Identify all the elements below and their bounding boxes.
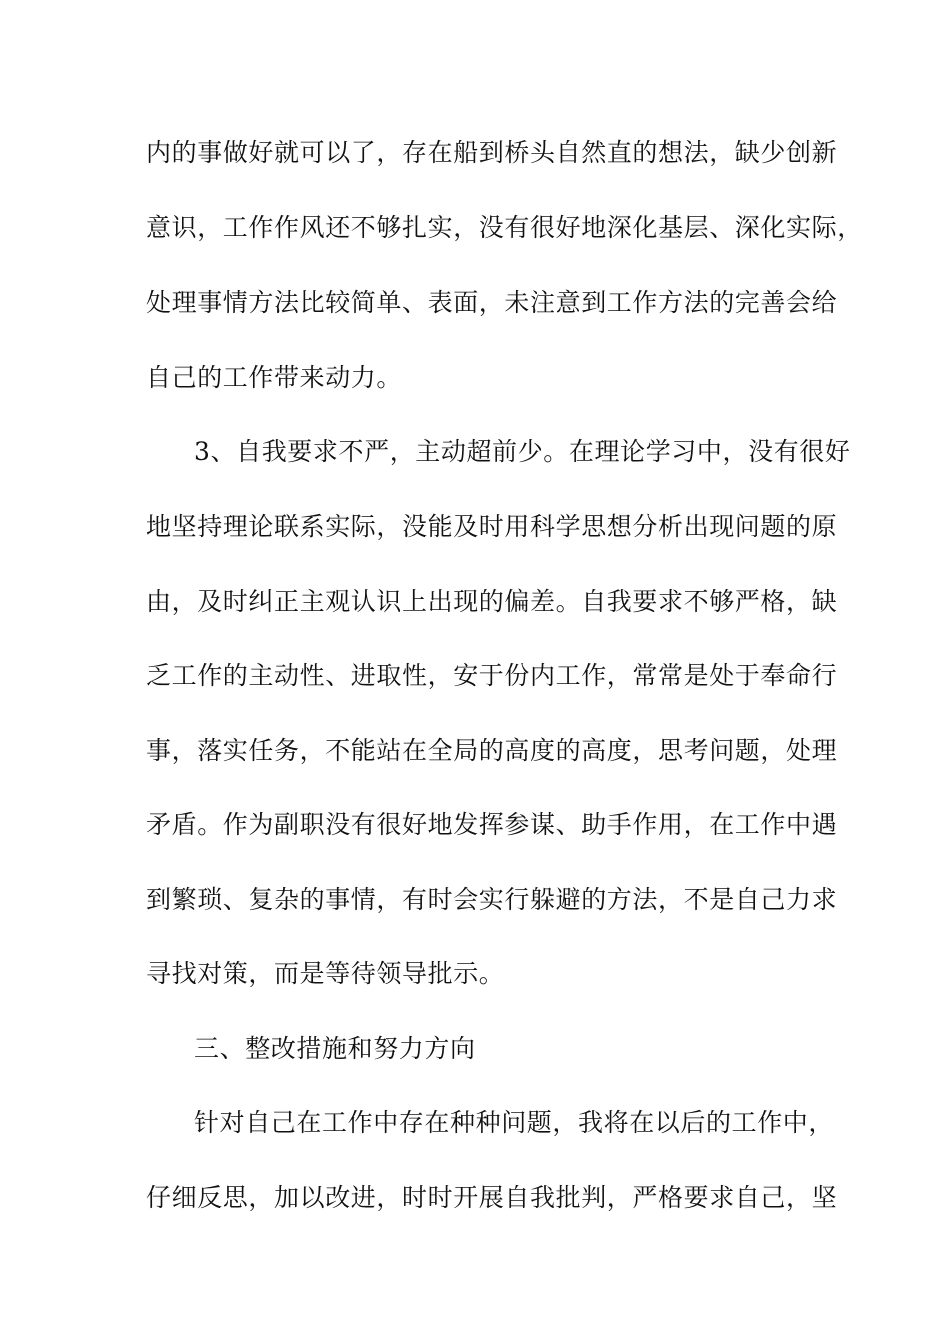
paragraph-line: 由，及时纠正主观认识上出现的偏差。自我要求不够严格，缺 [146, 587, 838, 616]
paragraph-line: 地坚持理论联系实际，没能及时用科学思想分析出现问题的原 [146, 512, 838, 541]
paragraph-line: 3、自我要求不严，主动超前少。在理论学习中，没有很好 [194, 437, 851, 466]
paragraph-line: 处理事情方法比较简单、表面，未注意到工作方法的完善会给 [146, 288, 838, 317]
section-heading: 三、整改措施和努力方向 [194, 1034, 476, 1063]
paragraph-line: 仔细反思，加以改进，时时开展自我批判，严格要求自己，坚 [146, 1183, 838, 1212]
paragraph-line: 矛盾。作为副职没有很好地发挥参谋、助手作用，在工作中遇 [146, 810, 838, 839]
paragraph-line: 针对自己在工作中存在种种问题，我将在以后的工作中， [194, 1108, 835, 1137]
paragraph-line: 寻找对策，而是等待领导批示。 [146, 959, 505, 988]
paragraph-line: 事，落实任务，不能站在全局的高度的高度，思考问题，处理 [146, 736, 838, 765]
paragraph-line: 内的事做好就可以了，存在船到桥头自然直的想法，缺少创新 [146, 138, 838, 167]
paragraph-line: 到繁琐、复杂的事情，有时会实行躲避的方法，不是自己力求 [146, 885, 838, 914]
paragraph-line: 自己的工作带来动力。 [146, 363, 403, 392]
paragraph-line: 意识，工作作风还不够扎实，没有很好地深化基层、深化实际， [146, 213, 863, 242]
paragraph-line: 乏工作的主动性、进取性，安于份内工作，常常是处于奉命行 [146, 661, 838, 690]
